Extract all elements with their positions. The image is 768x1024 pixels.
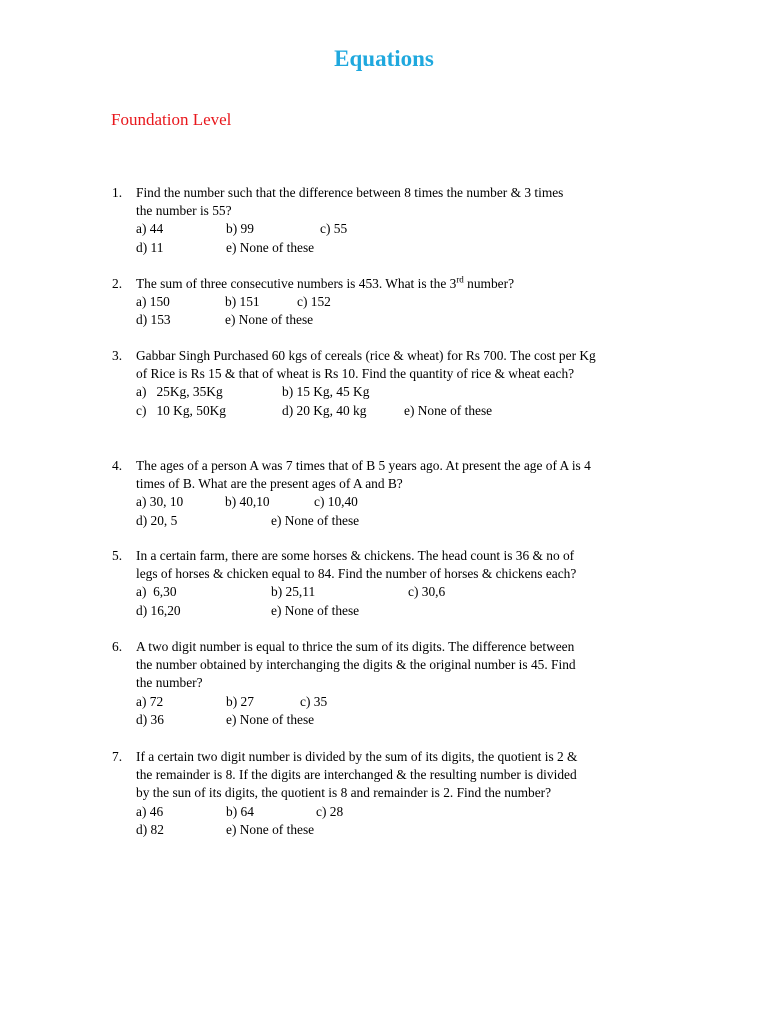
option-d: d) 153	[136, 312, 171, 328]
option-a: a) 150	[136, 294, 170, 310]
option-c: c) 28	[316, 803, 344, 819]
option-e: e) None of these	[404, 402, 493, 418]
question-text-line: In a certain farm, there are some horses & chickens. The head count is 36 & no of	[136, 548, 575, 563]
options-row	[136, 493, 682, 511]
option-d: d) 36	[136, 711, 164, 727]
question-text-line: A two digit number is equal to thrice the sum of its digits. The difference between	[136, 639, 575, 654]
option-d: d) 20 Kg, 40 kg	[282, 402, 367, 418]
option-b: b) 15 Kg, 45 Kg	[282, 384, 370, 400]
section-subtitle: Foundation Level	[111, 110, 232, 129]
option-c: c) 35	[300, 693, 328, 709]
question-text-line: by the sun of its digits, the quotient is 8 and remainder is 2. Find the number?	[136, 785, 552, 801]
option-b: b) 25,11	[271, 584, 316, 600]
ordinal-superscript: rd	[456, 274, 464, 285]
option-d: d) 11	[136, 239, 164, 255]
question-number: 4.	[112, 458, 123, 473]
option-a: a) 6,30	[136, 584, 177, 600]
option-e: e) None of these	[226, 711, 315, 727]
option-a: a) 72	[136, 693, 164, 709]
option-c: c) 10,40	[314, 494, 358, 510]
question-number: 2.	[112, 276, 123, 291]
option-b: b) 151	[225, 294, 260, 310]
options-row	[136, 693, 682, 711]
question-number: 5.	[112, 548, 123, 563]
question-text: number?	[463, 276, 515, 291]
question-5	[112, 547, 682, 620]
question-3	[112, 347, 682, 420]
option-b: b) 27	[226, 693, 254, 709]
option-b: b) 40,10	[225, 494, 270, 510]
question-text-line: The ages of a person A was 7 times that of B 5 years ago. At present the age of A is 4	[136, 458, 591, 473]
option-a: a) 25Kg, 35Kg	[136, 384, 223, 400]
question-text-line: the remainder is 8. If the digits are interchanged & the resulting number is divided	[136, 767, 577, 783]
options-row	[136, 711, 682, 729]
question-1	[112, 184, 682, 257]
option-d: d) 20, 5	[136, 512, 178, 528]
option-a: a) 44	[136, 221, 164, 237]
question-text-line: times of B. What are the present ages of A and B?	[136, 476, 403, 492]
question-text-line: Gabbar Singh Purchased 60 kgs of cereals (rice & wheat) for Rs 700. The cost per Kg	[136, 348, 596, 363]
option-d: d) 82	[136, 821, 164, 837]
options-row	[136, 402, 682, 420]
question-text-line	[136, 275, 682, 293]
option-e: e) None of these	[225, 312, 314, 328]
options-row	[136, 293, 682, 311]
option-c: c) 30,6	[408, 584, 446, 600]
options-row	[136, 311, 682, 329]
options-row	[136, 821, 682, 839]
option-a: a) 46	[136, 803, 164, 819]
question-7	[112, 748, 682, 839]
page-title: Equations	[334, 46, 434, 71]
question-text-line: the number obtained by interchanging the digits & the original number is 45. Find	[136, 657, 576, 673]
question-number: 7.	[112, 749, 123, 764]
option-e: e) None of these	[271, 602, 360, 618]
option-e: e) None of these	[271, 512, 360, 528]
option-c: c) 10 Kg, 50Kg	[136, 402, 227, 418]
options-row	[136, 220, 682, 238]
options-row	[136, 602, 682, 620]
question-text-line: If a certain two digit number is divided by the sum of its digits, the quotient is 2 &	[136, 749, 578, 764]
question-number: 3.	[112, 348, 123, 363]
question-text-line: the number is 55?	[136, 203, 232, 219]
question-number: 6.	[112, 639, 123, 654]
options-row	[136, 583, 682, 601]
options-row	[136, 239, 682, 257]
question-text-line: Find the number such that the difference between 8 times the number & 3 times	[136, 185, 564, 200]
option-a: a) 30, 10	[136, 494, 184, 510]
option-b: b) 99	[226, 221, 254, 237]
option-e: e) None of these	[226, 821, 315, 837]
option-c: c) 152	[297, 294, 331, 310]
question-2	[112, 275, 682, 330]
option-b: b) 64	[226, 803, 254, 819]
question-text-line: the number?	[136, 675, 203, 691]
option-d: d) 16,20	[136, 602, 181, 618]
options-row	[136, 512, 682, 530]
question-4	[112, 457, 682, 530]
question-text-line: legs of horses & chicken equal to 84. Find the number of horses & chickens each?	[136, 566, 577, 582]
option-c: c) 55	[320, 221, 348, 237]
options-row	[136, 383, 682, 401]
option-e: e) None of these	[226, 239, 315, 255]
question-text: The sum of three consecutive numbers is 453. What is the 3	[136, 276, 457, 291]
question-6	[112, 638, 682, 729]
question-text-line: of Rice is Rs 15 & that of wheat is Rs 10. Find the quantity of rice & wheat each?	[136, 366, 575, 382]
question-number: 1.	[112, 185, 123, 200]
options-row	[136, 803, 682, 821]
